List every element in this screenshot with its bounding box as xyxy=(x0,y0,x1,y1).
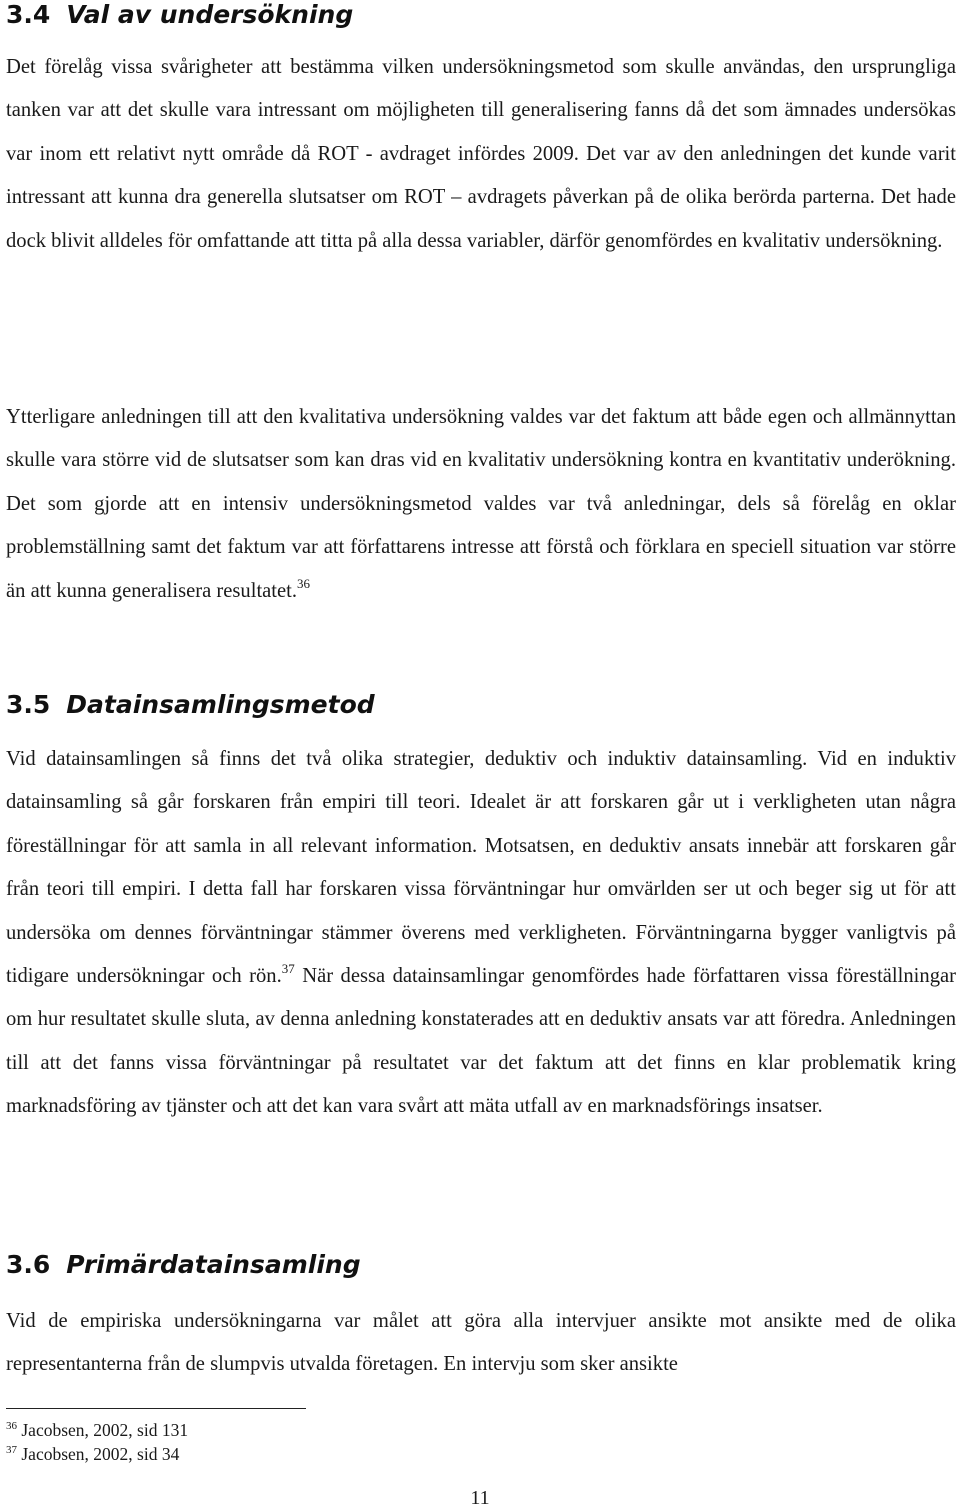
footnote-text: Jacobsen, 2002, sid 34 xyxy=(21,1444,180,1464)
paragraph-datainsamlingsmetod xyxy=(6,738,956,1129)
section-heading-3-4 xyxy=(6,0,353,30)
footnote-37 xyxy=(6,1443,179,1465)
footnote-number: 36 xyxy=(6,1420,17,1432)
section-number: 3.6 xyxy=(6,1250,51,1279)
footnote-number: 37 xyxy=(6,1444,17,1456)
footnote-ref-36: 36 xyxy=(297,575,311,591)
paragraph-val-av-undersokning-2 xyxy=(6,396,956,613)
paragraph-primardatainsamling: Vid de empiriska undersökningarna var målet att göra alla intervjuer ansikte mot ansikte med de olika representanterna från de slumpvis utvalda företagen. En intervju som sker ansikte xyxy=(6,1310,956,1376)
paragraph-text-part1: Vid datainsamlingen så finns det två olika strategier, deduktiv och induktiv datainsamling. Vid en induktiv datainsamling så går forskaren från empiri till teori. Idealet är att forskaren går ut i verkligheten utan några föreställningar för att samla in all relevant information. Motsatsen, en deduktiv ansats innebär att forskaren går från teori till empiri. I detta fall har forskaren vissa förväntningar hur omvärlden ser ut och beger sig ut för att undersöka om dennes förväntningar stämmer överens med verkligheten. Förväntningarna bygger vanligtvis på tidigare undersökningar och rön. xyxy=(6,748,956,988)
footnote-separator xyxy=(6,1408,306,1409)
paragraph-val-av-undersokning-1: Det förelåg vissa svårigheter att bestämma vilken undersökningsmetod som skulle användas, den ursprungliga tanken var att det skulle vara intressant om möjligheten till generalisering fanns då det som ämnades undersökas var inom ett relativt nytt område då ROT - avdraget infördes 2009. Det var av den anledningen det kunde varit intressant att kunna dra generella slutsatser om ROT – avdragets påverkan på de olika berörda parterna. Det hade dock blivit alldeles för omfattande att titta på alla dessa variabler, därför genomfördes en kvalitativ undersökning. xyxy=(6,56,956,252)
page-number: 11 xyxy=(470,1487,490,1509)
section-number: 3.5 xyxy=(6,690,51,719)
section-title: Val av undersökning xyxy=(66,0,354,29)
section-heading-3-5 xyxy=(6,690,375,720)
paragraph-text-part2: När dessa datainsamlingar genomfördes hade författaren vissa föreställningar om hur resultatet skulle sluta, av denna anledning konstaterades att en deduktiv ansats var att föredra. Anledningen till att det fanns vissa förväntningar på resultatet var det faktum att det finns en klar problematik kring marknadsföring av tjänster och att det kan vara svårt att mäta utfall av en marknadsförings insatser. xyxy=(6,965,956,1118)
footnote-text: Jacobsen, 2002, sid 131 xyxy=(21,1420,189,1440)
section-title: Datainsamlingsmetod xyxy=(66,690,375,719)
section-number: 3.4 xyxy=(6,0,51,29)
section-title: Primärdatainsamling xyxy=(66,1250,361,1279)
section-heading-3-6 xyxy=(6,1250,361,1280)
paragraph-text: Ytterligare anledningen till att den kvalitativa undersökning valdes var det faktum att både egen och allmännyttan skulle vara större vid de slutsatser som kan dras vid en kvalitativ undersökning kontra en kvantitativ underökning. Det som gjorde att en intensiv undersökningsmetod valdes var två anledningar, dels så förelåg en oklar problemställning samt det faktum var att författarens intresse att förstå och förklara en speciell situation var större än att kunna generalisera resultatet. xyxy=(6,406,956,602)
footnote-ref-37: 37 xyxy=(281,961,295,977)
footnote-36 xyxy=(6,1419,188,1441)
